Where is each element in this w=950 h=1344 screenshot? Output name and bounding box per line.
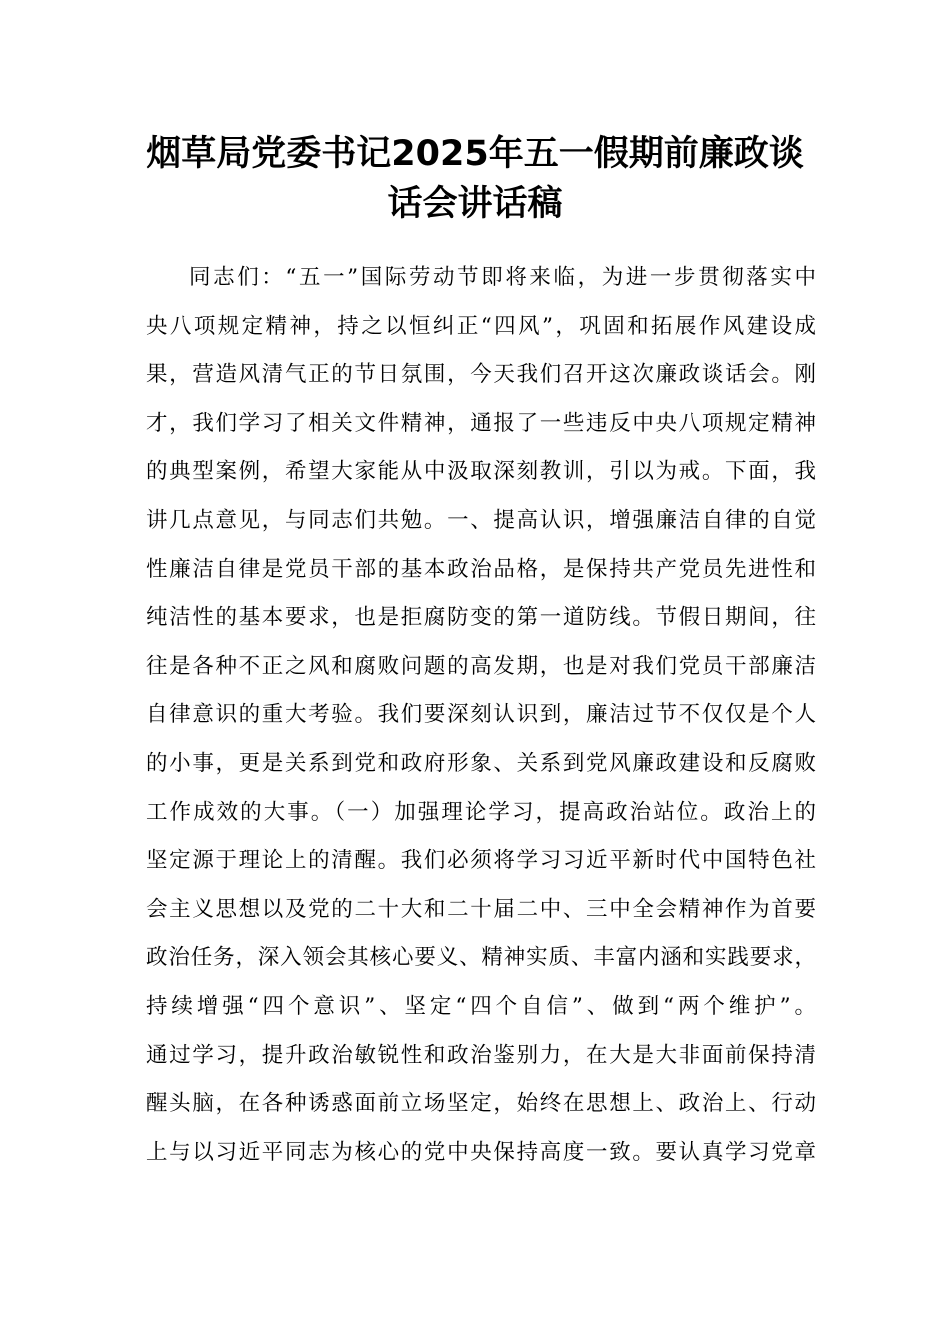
body-line: 性廉洁自律是党员干部的基本政治品格，是保持共产党员先进性和 <box>146 556 816 582</box>
body-line: 同志们：“五一”国际劳动节即将来临，为进一步贯彻落实中 <box>189 265 816 290</box>
body-line: 果，营造风清气正的节日氛围，今天我们召开这次廉政谈话会。刚 <box>146 362 816 388</box>
body-line: 政治任务，深入领会其核心要义、精神实质、丰富内涵和实践要求， <box>146 945 816 971</box>
body-line: 坚定源于理论上的清醒。我们必须将学习习近平新时代中国特色社 <box>146 848 816 874</box>
body-line: 上与以习近平同志为核心的党中央保持高度一致。要认真学习党章 <box>146 1139 816 1165</box>
document-body <box>146 254 816 1177</box>
body-line: 纯洁性的基本要求，也是拒腐防变的第一道防线。节假日期间，往 <box>146 605 816 631</box>
body-line: 工作成效的大事。（一）加强理论学习，提高政治站位。政治上的 <box>146 799 816 825</box>
body-line: 央八项规定精神，持之以恒纠正“四风”，巩固和拓展作风建设成 <box>146 313 816 339</box>
body-line: 的小事，更是关系到党和政府形象、关系到党风廉政建设和反腐败 <box>146 750 816 776</box>
document-title-line-2: 话会讲话稿 <box>387 184 563 224</box>
body-line: 往是各种不正之风和腐败问题的高发期，也是对我们党员干部廉洁 <box>146 653 816 679</box>
document-title-line-1: 烟草局党委书记2025年五一假期前廉政谈 <box>146 134 804 174</box>
body-line: 持续增强“四个意识”、坚定“四个自信”、做到“两个维护”。 <box>146 993 816 1019</box>
body-line: 醒头脑，在各种诱惑面前立场坚定，始终在思想上、政治上、行动 <box>146 1091 816 1117</box>
body-line: 会主义思想以及党的二十大和二十届二中、三中全会精神作为首要 <box>146 896 816 922</box>
body-line: 讲几点意见，与同志们共勉。一、提高认识，增强廉洁自律的自觉 <box>146 507 816 533</box>
body-line: 自律意识的重大考验。我们要深刻认识到，廉洁过节不仅仅是个人 <box>146 702 816 728</box>
body-line: 的典型案例，希望大家能从中汲取深刻教训，引以为戒。下面，我 <box>146 459 816 485</box>
body-line: 才，我们学习了相关文件精神，通报了一些违反中央八项规定精神 <box>146 410 816 436</box>
body-line: 通过学习，提升政治敏锐性和政治鉴别力，在大是大非面前保持清 <box>146 1042 816 1068</box>
